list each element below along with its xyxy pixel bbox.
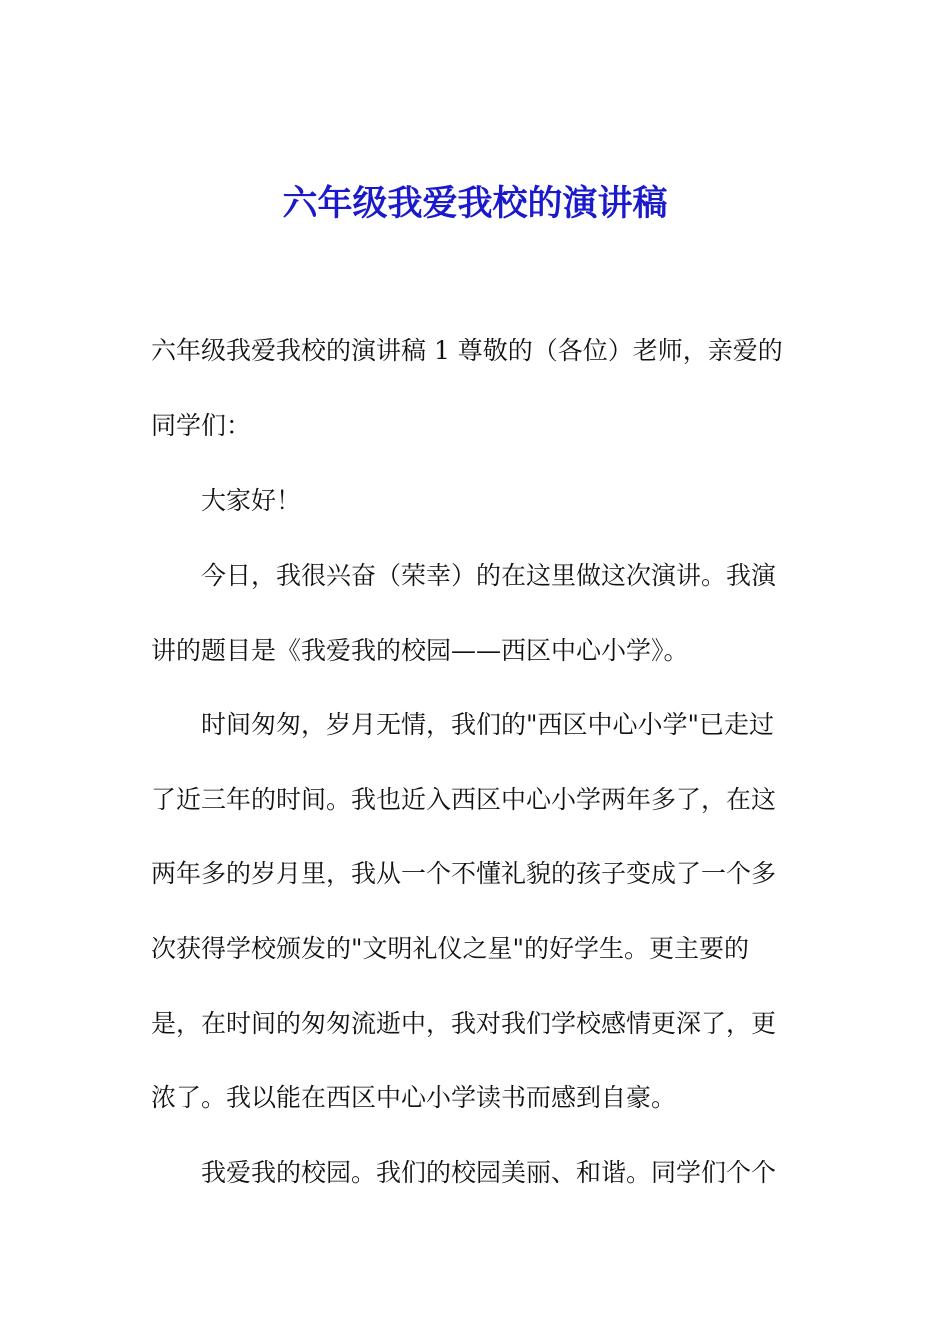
paragraph-line: 大家好！ [201,486,302,515]
paragraph-line: 了近三年的时间。我也近入西区中心小学两年多了，在这 [151,785,777,814]
paragraph-line: 六年级我爱我校的演讲稿 1 尊敬的（各位）老师，亲爱的 [151,336,783,365]
document-title: 六年级我爱我校的演讲稿 [282,183,668,224]
paragraph-line: 同学们： [151,411,252,440]
paragraph-line: 两年多的岁月里，我从一个不懂礼貌的孩子变成了一个多 [151,859,777,888]
paragraph-line: 次获得学校颁发的"文明礼仪之星"的好学生。更主要的 [151,934,750,963]
paragraph-line: 是，在时间的匆匆流逝中，我对我们学校感情更深了，更 [151,1009,777,1038]
paragraph-line: 浓了。我以能在西区中心小学读书而感到自豪。 [151,1083,677,1112]
paragraph-line: 讲的题目是《我爱我的校园——西区中心小学》。 [151,636,689,665]
paragraph-line: 今日，我很兴奋（荣幸）的在这里做这次演讲。我演 [201,561,777,590]
paragraph-line: 我爱我的校园。我们的校园美丽、和谐。同学们个个 [201,1158,777,1187]
paragraph-line: 时间匆匆，岁月无情，我们的"西区中心小学"已走过 [201,710,775,739]
